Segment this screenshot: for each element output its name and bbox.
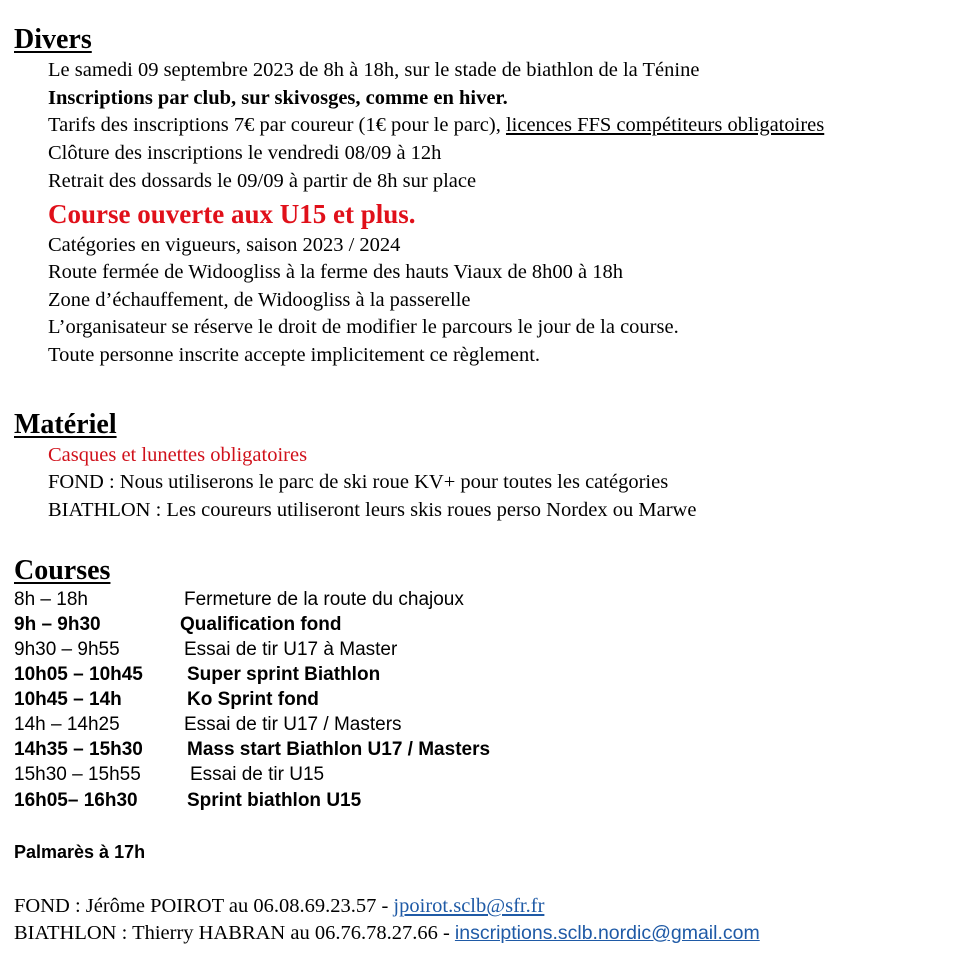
section-title-courses: Courses bbox=[14, 555, 111, 586]
divers-cloture-line: Clôture des inscriptions le vendredi 08/09 à 12h bbox=[48, 142, 442, 164]
materiel-biathlon-line: BIATHLON : Les coureurs utiliseront leurs skis roues perso Nordex ou Marwe bbox=[48, 499, 697, 521]
contact-fond bbox=[14, 896, 544, 917]
divers-organisateur-line: L’organisateur se réserve le droit de modifier le parcours le jour de la course. bbox=[48, 316, 679, 338]
materiel-casques-line: Casques et lunettes obligatoires bbox=[48, 444, 308, 466]
tarifs-text: Tarifs des inscriptions 7€ par coureur (1€ pour le parc), bbox=[48, 114, 506, 136]
schedule-time: 16h05– 16h30 bbox=[14, 790, 138, 811]
section-title-materiel: Matériel bbox=[14, 409, 117, 440]
materiel-fond-line: FOND : Nous utiliserons le parc de ski roue KV+ pour toutes les catégories bbox=[48, 471, 669, 493]
contact-biathlon-text: BIATHLON : Thierry HABRAN au 06.76.78.27.66 - bbox=[14, 922, 455, 944]
schedule-time: 10h45 – 14h bbox=[14, 689, 122, 710]
section-title-divers: Divers bbox=[14, 24, 92, 55]
contact-fond-text: FOND : Jérôme POIROT au 06.08.69.23.57 - bbox=[14, 895, 394, 917]
schedule-event: Ko Sprint fond bbox=[187, 689, 319, 710]
schedule-event: Essai de tir U17 / Masters bbox=[184, 714, 402, 735]
schedule-time: 14h35 – 15h30 bbox=[14, 739, 143, 760]
schedule-time: 10h05 – 10h45 bbox=[14, 664, 143, 685]
divers-zone-line: Zone d’échauffement, de Widoogliss à la passerelle bbox=[48, 289, 471, 311]
contact-biathlon-email-link[interactable]: inscriptions.sclb.nordic@gmail.com bbox=[454, 922, 760, 944]
schedule-time: 9h30 – 9h55 bbox=[14, 639, 120, 660]
divers-course-ouverte-line: Course ouverte aux U15 et plus. bbox=[48, 199, 416, 229]
schedule-event: Sprint biathlon U15 bbox=[187, 790, 362, 811]
divers-route-line: Route fermée de Widoogliss à la ferme des hauts Viaux de 8h00 à 18h bbox=[48, 261, 624, 283]
schedule-event: Super sprint Biathlon bbox=[187, 664, 381, 685]
divers-tarifs-line bbox=[48, 115, 824, 136]
divers-retrait-line: Retrait des dossards le 09/09 à partir de 8h sur place bbox=[48, 170, 477, 192]
palmares-line: Palmarès à 17h bbox=[14, 842, 146, 862]
schedule-time: 14h – 14h25 bbox=[14, 714, 120, 735]
contact-biathlon bbox=[14, 923, 760, 944]
schedule-event: Essai de tir U17 à Master bbox=[184, 639, 398, 660]
divers-categories-line: Catégories en vigueurs, saison 2023 / 2024 bbox=[48, 234, 401, 256]
schedule-time: 15h30 – 15h55 bbox=[14, 764, 141, 785]
schedule-time: 8h – 18h bbox=[14, 589, 88, 610]
divers-reglement-line: Toute personne inscrite accepte implicitement ce règlement. bbox=[48, 344, 541, 366]
contact-fond-email-link[interactable]: jpoirot.sclb@sfr.fr bbox=[393, 895, 545, 917]
schedule-event: Qualification fond bbox=[180, 614, 342, 635]
licences-text: licences FFS compétiteurs obligatoires bbox=[505, 114, 825, 136]
divers-inscriptions-line: Inscriptions par club, sur skivosges, comme en hiver. bbox=[48, 87, 508, 109]
schedule-time: 9h – 9h30 bbox=[14, 614, 101, 635]
schedule-event: Mass start Biathlon U17 / Masters bbox=[187, 739, 491, 760]
divers-date-line: Le samedi 09 septembre 2023 de 8h à 18h, sur le stade de biathlon de la Ténine bbox=[48, 59, 700, 81]
schedule-event: Fermeture de la route du chajoux bbox=[184, 589, 464, 610]
schedule-event: Essai de tir U15 bbox=[190, 764, 325, 785]
